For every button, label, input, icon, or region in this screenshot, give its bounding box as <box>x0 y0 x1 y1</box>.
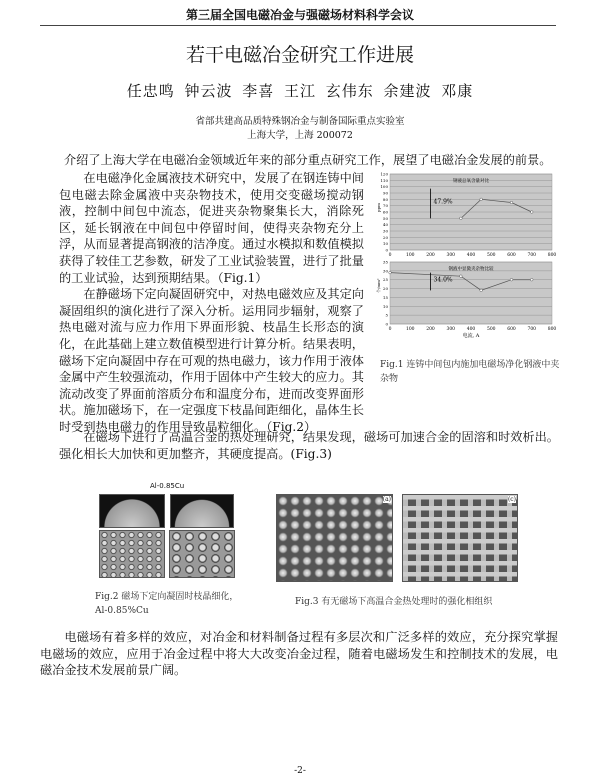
y-tick-label: 60 <box>382 209 388 215</box>
data-point <box>510 201 513 204</box>
x-tick-label: 200 <box>426 253 435 258</box>
paragraph-conclusion: 电磁场有着多样的效应，对冶金和材料制备过程有多层次和广泛多样的效应，充分探究掌握电磁场的效应，应用于冶金过程中将大大改变冶金过程，随着电磁场发生和控制技术的发展，电磁冶金技术发展前景广阔。 <box>40 630 558 678</box>
y-tick-label: 20 <box>382 234 388 240</box>
fig2-micrograph-grains-2 <box>169 530 235 578</box>
y-tick-label: 10 <box>382 303 388 309</box>
x-tick-label: 600 <box>507 253 516 258</box>
chart-title: 钢液总氧含量对比 <box>453 179 489 184</box>
x-tick-label: 0 <box>388 327 392 332</box>
left-column <box>59 170 364 436</box>
x-tick-label: 500 <box>486 327 496 332</box>
x-tick-label: 200 <box>426 327 435 332</box>
header-rule <box>40 25 556 26</box>
y-tick-label: 35 <box>382 259 388 265</box>
data-point <box>530 278 533 281</box>
y-tick-label: 0 <box>385 321 388 327</box>
paragraph-purification: 在电磁净化金属液技术研究中，发展了在钢连铸中间包电磁去除金属液中夹杂物技术，使用交变磁场搅动钢液，控制中间包中流态，促进夹杂物聚集长大，消除死区，延长钢液在中间包中停留时间，使得夹杂物充分上浮，从而显著提高钢液的洁净度。通过水模拟和数值模拟获得了较佳工艺参数，研发了工业试验装置，进行了批量的工业试验，达到预期结果。（Fig.1） <box>59 171 364 285</box>
fig2-micrograph-cross-section-1 <box>99 494 165 528</box>
x-tick-label: 400 <box>466 253 476 258</box>
x-tick-label: 0 <box>388 253 392 258</box>
fig2-micrograph-cross-section-2 <box>170 494 234 528</box>
y-tick-label: 80 <box>382 196 388 202</box>
data-point <box>460 275 463 278</box>
fig3-tag-a: (a) <box>382 496 391 503</box>
y-tick-label: 10 <box>382 241 388 247</box>
conference-header: 第三届全国电磁冶金与强磁场材料科学会议 <box>185 8 414 22</box>
y-tick-label: 100 <box>380 184 388 190</box>
x-tick-label: 600 <box>507 327 516 332</box>
paper-title: 若干电磁冶金研究工作进展 <box>185 44 414 66</box>
fig3-micrograph-c <box>402 494 518 582</box>
annotation: 47.9% <box>433 198 453 206</box>
intro-paragraph: 介绍了上海大学在电磁冶金领域近年来的部分重点研究工作，展望了电磁冶金发展的前景。 <box>64 153 552 167</box>
annotation: 34.0% <box>433 276 453 284</box>
x-axis-label: 电流, A <box>462 333 480 339</box>
fig1-charts <box>376 172 556 342</box>
y-tick-label: 30 <box>382 268 388 274</box>
data-point <box>530 211 533 214</box>
y-tick-label: 90 <box>382 190 388 196</box>
y-tick-label: 5 <box>385 312 388 318</box>
figure-1 <box>376 172 556 342</box>
affiliation-university: 上海大学，上海 200072 <box>247 130 353 141</box>
x-tick-label: 300 <box>446 327 456 332</box>
x-tick-label: 500 <box>486 253 496 258</box>
fig3-tag-c: (c) <box>507 496 516 503</box>
y-axis-label: 个/mm² <box>376 278 381 293</box>
data-point <box>510 278 513 281</box>
x-tick-label: 800 <box>547 327 556 332</box>
data-point <box>460 217 463 220</box>
fig3-micrograph-a <box>276 494 393 582</box>
fig2-caption: Fig.2 磁场下定向凝固时枝晶细化，Al-0.85%Cu <box>95 592 239 616</box>
fig2-label: Al-0.85Cu <box>150 482 185 490</box>
y-tick-label: 25 <box>382 277 388 283</box>
y-tick-label: 15 <box>382 294 388 300</box>
data-point <box>480 289 483 292</box>
y-tick-label: 110 <box>380 177 388 183</box>
paragraph-heat-treatment: 在磁场下进行了高温合金的热处理研究，结果发现，磁场可加速合金的固溶和时效析出。强化相长大加快和更加整齐，其硬度提高。(Fig.3) <box>59 430 559 461</box>
x-tick-label: 700 <box>527 253 537 258</box>
x-tick-label: 800 <box>547 253 556 258</box>
y-tick-label: 20 <box>382 286 388 292</box>
fig3-caption: Fig.3 有无磁场下高温合金热处理时的强化相组织 <box>295 597 493 607</box>
data-point <box>480 198 483 201</box>
fig2-micrograph-grains-1 <box>99 530 165 578</box>
y-tick-label: 120 <box>380 172 388 177</box>
affiliation-lab: 省部共建高品质特殊钢冶金与制备国际重点实验室 <box>195 116 405 127</box>
x-tick-label: 400 <box>466 327 476 332</box>
x-tick-label: 300 <box>446 253 456 258</box>
authors: 任忠鸣 钟云波 李喜 王江 玄伟东 余建波 邓康 <box>126 82 474 100</box>
x-tick-label: 100 <box>405 253 415 258</box>
x-tick-label: 700 <box>527 327 537 332</box>
y-axis-label: ppm <box>376 203 381 212</box>
y-tick-label: 0 <box>385 247 388 253</box>
page-number: -2- <box>294 766 306 776</box>
y-tick-label: 50 <box>382 215 388 221</box>
y-tick-label: 40 <box>382 222 388 228</box>
paragraph-solidification: 在静磁场下定向凝固研究中，对热电磁效应及其定向凝固组织的演化进行了深入分析。运用同步辐射，观察了热电磁对流与应力作用下界面形貌、枝晶生长形态的演化，在此基础上建立数值模型进行计算分析。结果表明，磁场下定向凝固中存在可观的热电磁力，该力作用于液体金属中产生较强流动，作用于固体中产生较大的应力。其流动改变了界面前溶质分布和温度分布，进而改变界面形状。施加磁场下，在一定强度下枝晶间距细化，晶体生长时受到热电磁力的作用导致晶粒细化。（Fig.2） <box>59 287 364 434</box>
chart-title: 钢液中显微夹杂物比较 <box>448 267 494 272</box>
x-tick-label: 100 <box>405 327 415 332</box>
fig1-caption: Fig.1 连铸中间包内施加电磁场净化钢液中夹杂物 <box>380 360 560 384</box>
y-tick-label: 30 <box>382 228 388 234</box>
data-point <box>389 271 392 274</box>
y-tick-label: 70 <box>382 203 388 209</box>
